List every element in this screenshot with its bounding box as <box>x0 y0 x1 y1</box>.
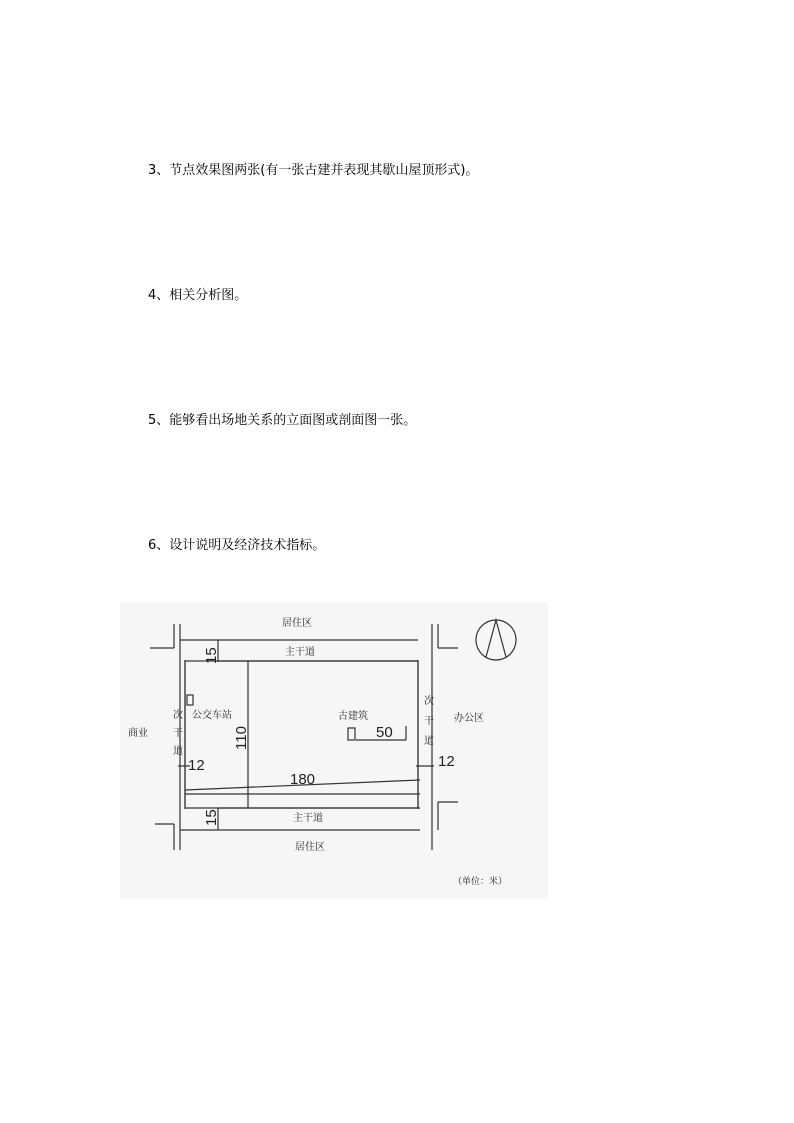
west-road-char-1: 次 <box>173 710 183 721</box>
residential-north-label: 居住区 <box>282 618 312 629</box>
item-3: 3、节点效果图两张(有一张古建并表现其歇山屋顶形式)。 <box>148 163 479 178</box>
dim-south-road: 15 <box>203 809 220 826</box>
bus-station-label: 公交车站 <box>192 710 232 721</box>
west-road-char-3: 道 <box>173 746 183 757</box>
plan-background <box>120 602 548 899</box>
east-road-char-1: 次 <box>424 696 434 707</box>
dim-width: 180 <box>290 771 316 788</box>
west-road-char-2: 干 <box>173 728 183 739</box>
residential-south-label: 居住区 <box>295 842 325 853</box>
east-road-char-3: 道 <box>424 736 434 747</box>
dim-east-road: 12 <box>438 753 455 770</box>
dim-building-offset: 50 <box>376 724 393 741</box>
dim-west-road: 12 <box>188 757 205 774</box>
site-plan-diagram <box>120 602 548 899</box>
main-road-south-label: 主干道 <box>293 813 323 824</box>
dim-height: 110 <box>233 726 250 750</box>
item-5: 5、能够看出场地关系的立面图或剖面图一张。 <box>148 413 417 428</box>
item-4: 4、相关分析图。 <box>148 288 248 303</box>
item-6: 6、设计说明及经济技术指标。 <box>148 538 326 553</box>
office-label: 办公区 <box>454 713 484 724</box>
main-road-north-label: 主干道 <box>285 647 315 658</box>
east-road-char-2: 干 <box>424 716 434 727</box>
unit-note: （单位：米） <box>453 877 508 887</box>
dim-north-road: 15 <box>203 647 220 664</box>
commercial-label: 商业 <box>128 728 148 739</box>
ancient-building-label: 古建筑 <box>338 711 368 722</box>
